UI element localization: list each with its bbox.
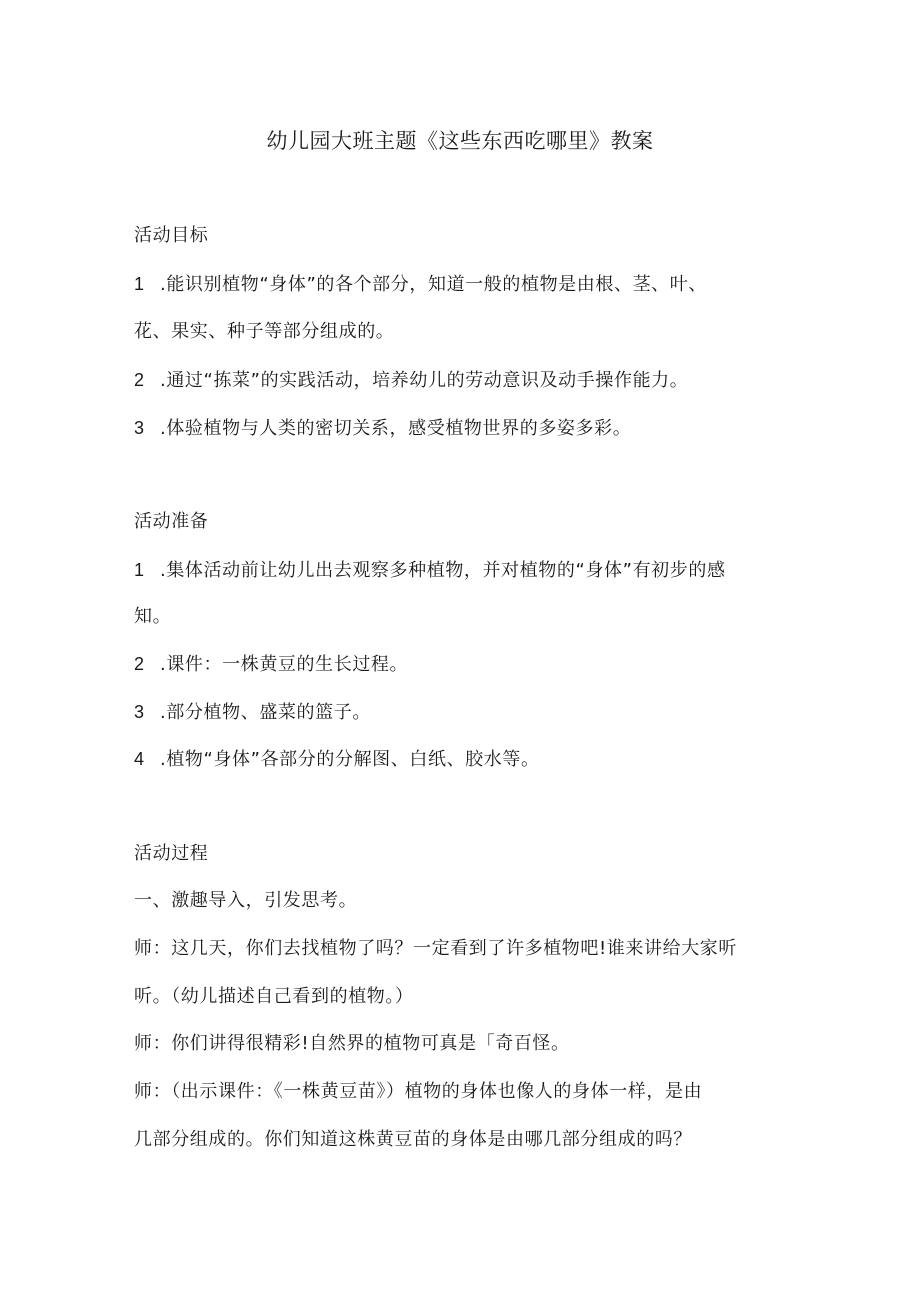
- prep-item-number: 2: [134, 654, 145, 674]
- goal-item-3: [134, 415, 794, 442]
- prep-item-4: [134, 746, 794, 773]
- goal-item-number: 1: [134, 274, 145, 294]
- goal-item-number: 3: [134, 418, 145, 438]
- process-line: 一、激趣导入，引发思考。: [134, 890, 358, 911]
- goal-item-text: .能识别植物“身体”的各个部分，知道一般的植物是由根、茎、叶、: [160, 274, 707, 295]
- process-line: 师：你们讲得很精彩!自然界的植物可真是「奇百怪。: [134, 1033, 570, 1054]
- prep-item-1: [134, 557, 794, 584]
- section-heading-prep: 活动准备: [134, 511, 209, 532]
- process-line: 师：这几天，你们去找植物了吗？一定看到了许多植物吧!谁来讲给大家听: [134, 938, 738, 959]
- prep-item-text: .集体活动前让幼儿出去观察多种植物，并对植物的“身体”有初步的感: [160, 560, 726, 581]
- goal-item-1-continuation: 花、果实、种子等部分组成的。: [134, 321, 395, 342]
- goal-item-number: 2: [134, 370, 145, 390]
- goal-item-2: [134, 367, 794, 394]
- section-heading-goals: 活动目标: [134, 225, 209, 246]
- prep-item-2: [134, 651, 794, 678]
- process-line: 师：（出示课件：《一株黄豆苗》）植物的身体也像人的身体一样，是由: [134, 1081, 703, 1102]
- process-line: 几部分组成的。你们知道这株黄豆苗的身体是由哪几部分组成的吗？: [134, 1129, 692, 1150]
- prep-item-text: .课件：一株黄豆的生长过程。: [160, 654, 409, 675]
- goal-item-1: [134, 271, 794, 298]
- prep-item-text: .植物“身体”各部分的分解图、白纸、胶水等。: [160, 749, 540, 770]
- section-heading-process: 活动过程: [134, 843, 209, 864]
- prep-item-number: 3: [134, 702, 145, 722]
- prep-item-3: [134, 699, 794, 726]
- prep-item-number: 1: [134, 560, 145, 580]
- prep-item-number: 4: [134, 749, 145, 769]
- prep-item-1-continuation: 知。: [134, 606, 172, 627]
- page-title: 幼儿园大班主题《这些东西吃哪里》教案: [266, 129, 654, 153]
- prep-item-text: .部分植物、盛菜的篮子。: [160, 702, 371, 723]
- goal-item-text: .体验植物与人类的密切关系，感受植物世界的多姿多彩。: [160, 418, 632, 439]
- process-line: 听。（幼儿描述自己看到的植物。）: [134, 986, 414, 1007]
- goal-item-text: .通过“拣菜”的实践活动，培养幼儿的劳动意识及动手操作能力。: [160, 370, 689, 391]
